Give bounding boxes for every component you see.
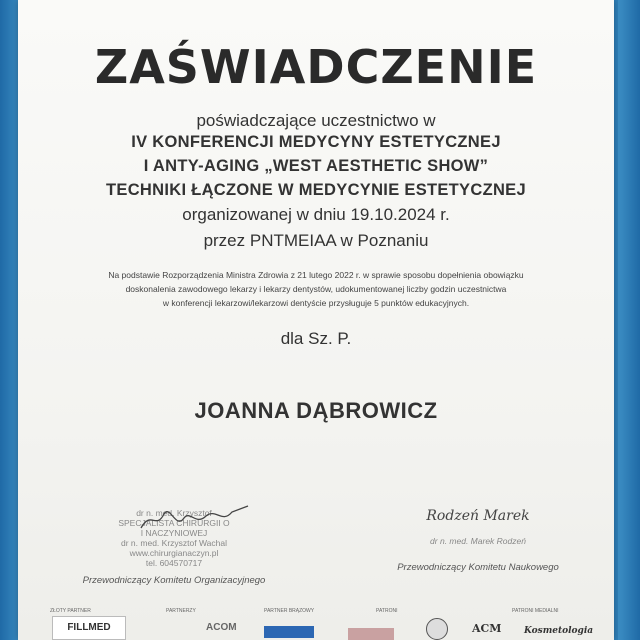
date-line: organizowanej w dniu 19.10.2024 r. (182, 205, 450, 224)
organizing-committee-role: Przewodniczący Komitetu Organizacyjnego (82, 575, 266, 586)
patron-logo-1 (348, 628, 394, 640)
handwritten-signature-left (136, 500, 256, 540)
stamp-line-1: dr n. med. Krzysztof (136, 508, 212, 518)
stamp-line-5: www.chirurgianaczyn.pl (129, 548, 219, 558)
silver-partner-label: PARTNER BRĄZOWY (264, 608, 315, 614)
legal-text-line-1: Na podstawie Rozporządzenia Ministra Zdrowia z 21 lutego 2022 r. w sprawie sposobu dopełnienia obowiązku (108, 270, 524, 280)
handwritten-signature-right: Rodzeń Marek (426, 508, 530, 524)
conference-line-2: I ANTY-AGING „WEST AESTHETIC SHOW” (143, 157, 489, 175)
acm-logo: ACM (472, 622, 502, 635)
stamp-line-4: dr n. med. Krzysztof Wachal (121, 538, 227, 548)
certificate-title: ZAŚWIADCZENIE (94, 40, 538, 94)
recipient-prefix: dla Sz. P. (280, 329, 352, 348)
kosmetologia-logo: Kosmetologia (524, 626, 594, 636)
partners-label: PARTNERZY (166, 608, 196, 614)
sponsor-logo-blue (264, 626, 314, 638)
scientific-committee-role: Przewodniczący Komitetu Naukowego (397, 562, 559, 573)
fillmed-logo: FILLMED (52, 616, 126, 640)
legal-text-line-3: w konferencji lekarzowi/lekarzowi dentyście przysługuje 5 punktów edukacyjnych. (162, 298, 470, 308)
stamp-line-2: SPECJALISTA CHIRURGII O (118, 518, 230, 528)
conference-line-3: TECHNIKI ŁĄCZONE W MEDYCYNIE ESTETYCZNEJ (106, 181, 526, 199)
patron-seal-logo (426, 618, 448, 640)
stamp-line-3: I NACZYNIOWEJ (140, 528, 208, 538)
patrons-label: PATRONI (376, 608, 398, 614)
certificate-paper (18, 0, 614, 640)
organizer-line: przez PNTMEIAA w Poznaniu (203, 231, 429, 250)
stamp-line-6: tel. 604570717 (145, 558, 203, 568)
blue-frame-right (618, 0, 640, 640)
sponsor-strip (18, 604, 614, 640)
gold-partner-label: ZŁOTY PARTNER (50, 608, 91, 614)
conference-line-1: IV KONFERENCJI MEDYCYNY ESTETYCZNEJ (131, 133, 501, 151)
scientific-committee-signature-block (368, 508, 588, 573)
certificate-subtitle: poświadczające uczestnictwo w (196, 111, 436, 130)
media-patrons-label: PATRONI MEDIALNI (512, 608, 559, 614)
scientific-chair-name: dr n. med. Marek Rodzeń (430, 536, 526, 546)
legal-text-line-2: doskonalenia zawodowego lekarzy i lekarzy dentystów, udokumentowanej liczby godzin uczestnictwa (125, 284, 507, 294)
acom-logo: ACOM (206, 622, 237, 633)
recipient-name: JOANNA DĄBROWICZ (194, 398, 438, 423)
